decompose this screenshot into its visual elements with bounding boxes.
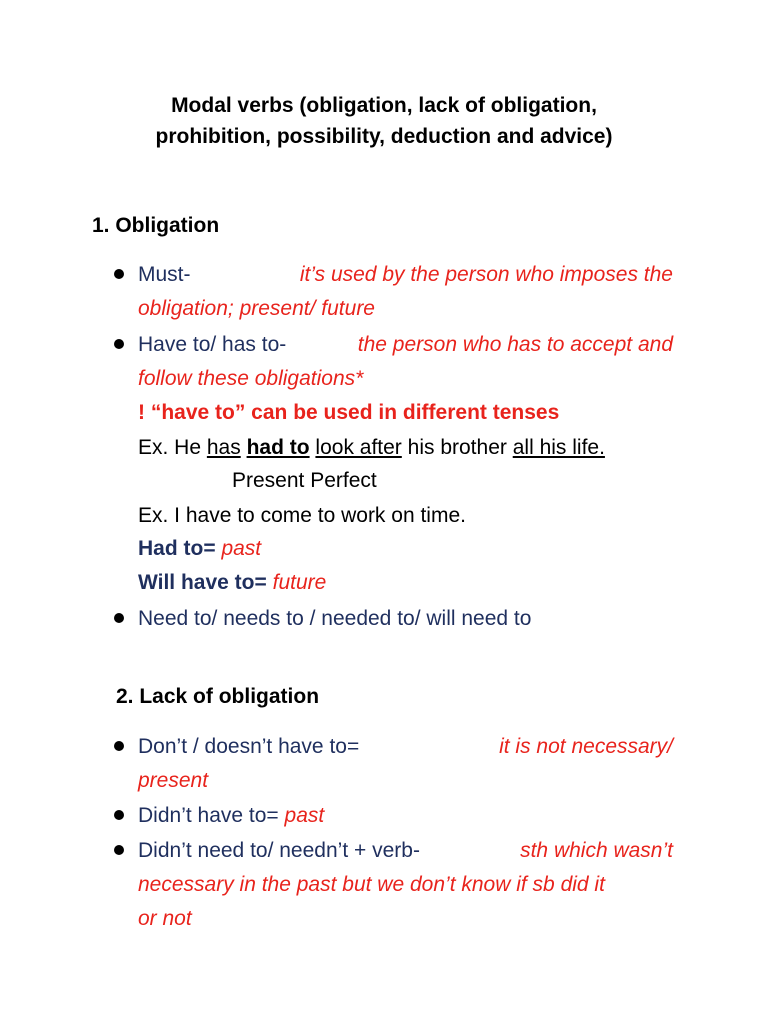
- will-have-to-value: future: [272, 571, 327, 594]
- bullet-icon: [114, 810, 124, 820]
- ex1-prefix: Ex. He: [138, 436, 202, 459]
- needn-line-1: [138, 838, 673, 864]
- had-to-line: [138, 536, 673, 562]
- needn-desc-1: sth which wasn’t: [520, 839, 673, 862]
- tense-label: Present Perfect: [232, 469, 377, 492]
- title-line-2: prohibition, possibility, deduction and advice): [155, 125, 613, 148]
- bullet-icon: [114, 339, 124, 349]
- must-desc-2: obligation; present/ future: [138, 297, 375, 320]
- bullet-icon: [114, 741, 124, 751]
- ex1-had-to: had to: [246, 436, 310, 459]
- had-to-label: Had to=: [138, 537, 216, 560]
- needn-desc-2: necessary in the past but we don’t know if sb did it: [138, 873, 605, 896]
- dont-line-1: [138, 734, 673, 760]
- will-have-to-label: Will have to=: [138, 571, 267, 594]
- needn-label: Didn’t need to/ needn’t + verb-: [138, 839, 420, 862]
- example-2: Ex. I have to come to work on time.: [138, 504, 466, 527]
- bullet-icon: [114, 845, 124, 855]
- had-to-value: past: [221, 537, 262, 560]
- title-line-1: Modal verbs (obligation, lack of obligation,: [171, 94, 597, 117]
- dont-desc-2: present: [138, 769, 209, 792]
- ex1-all-his-life: all his life.: [512, 436, 605, 459]
- didnt-have-to-line: [138, 803, 673, 829]
- ex1-has: has: [206, 436, 241, 459]
- must-label: Must-: [138, 263, 191, 286]
- bullet-icon: [114, 269, 124, 279]
- example-1: [138, 435, 673, 461]
- ex1-middle: his brother: [407, 436, 507, 459]
- section-heading-obligation: 1. Obligation: [92, 214, 220, 237]
- tenses-note: ! “have to” can be used in different tenses: [138, 401, 560, 424]
- haveto-label: Have to/ has to-: [138, 333, 287, 356]
- will-have-to-line: [138, 570, 673, 596]
- haveto-desc-2: follow these obligations*: [138, 367, 364, 390]
- haveto-line-1: [138, 332, 673, 358]
- dont-label: Don’t / doesn’t have to=: [138, 735, 360, 758]
- section-heading-lack-of-obligation: 2. Lack of obligation: [116, 685, 320, 708]
- must-desc-1: it’s used by the person who imposes the: [299, 263, 673, 286]
- haveto-desc-1: the person who has to accept and: [357, 333, 673, 356]
- bullet-icon: [114, 613, 124, 623]
- didnt-label: Didn’t have to=: [138, 804, 279, 827]
- page-title: [0, 90, 768, 152]
- dont-desc-1: it is not necessary/: [499, 735, 673, 758]
- needn-desc-3: or not: [138, 907, 192, 930]
- need-to-line: Need to/ needs to / needed to/ will need to: [138, 607, 532, 630]
- ex1-look-after: look after: [315, 436, 402, 459]
- must-line-1: [138, 262, 673, 288]
- didnt-value: past: [284, 804, 325, 827]
